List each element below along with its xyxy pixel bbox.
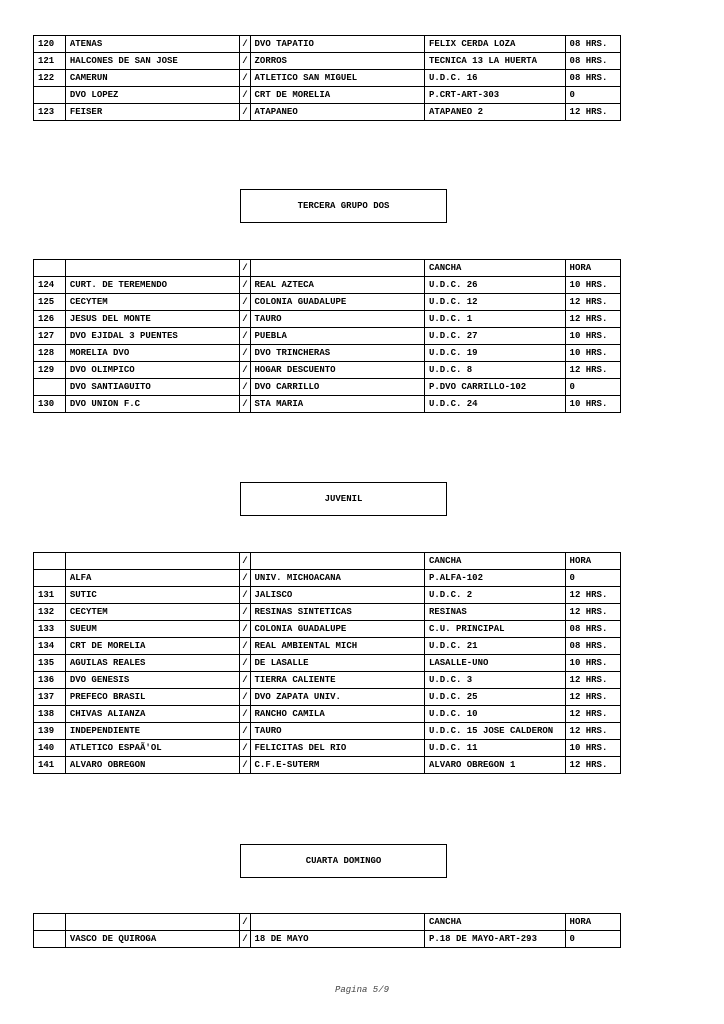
table-row — [34, 757, 621, 774]
home-team-cell — [65, 260, 239, 277]
time-cell: 12 HRS. — [565, 689, 620, 706]
versus-separator-cell: / — [240, 396, 250, 413]
table-row — [34, 655, 621, 672]
table-row — [34, 570, 621, 587]
away-team-cell: REAL AMBIENTAL MICH — [250, 638, 424, 655]
match-number-cell: 123 — [34, 104, 66, 121]
away-team-cell: DVO TAPATIO — [250, 36, 424, 53]
table-row — [34, 689, 621, 706]
home-team-cell: CURT. DE TEREMENDO — [65, 277, 239, 294]
away-team-cell: COLONIA GUADALUPE — [250, 294, 424, 311]
time-cell: 08 HRS. — [565, 53, 620, 70]
away-team-cell: TAURO — [250, 311, 424, 328]
match-number-cell: 125 — [34, 294, 66, 311]
field-cell: LASALLE-UNO — [424, 655, 565, 672]
home-team-cell: SUTIC — [65, 587, 239, 604]
field-cell: U.D.C. 27 — [424, 328, 565, 345]
field-cell: U.D.C. 10 — [424, 706, 565, 723]
table-row — [34, 723, 621, 740]
versus-separator-cell: / — [240, 362, 250, 379]
field-cell: P.CRT-ART-303 — [424, 87, 565, 104]
versus-separator-cell: / — [240, 53, 250, 70]
table-row — [34, 104, 621, 121]
field-cell: P.DVO CARRILLO-102 — [424, 379, 565, 396]
schedule-table — [33, 35, 621, 121]
match-number-cell: 132 — [34, 604, 66, 621]
home-team-cell: CRT DE MORELIA — [65, 638, 239, 655]
match-number-cell: 141 — [34, 757, 66, 774]
time-cell: 10 HRS. — [565, 655, 620, 672]
away-team-cell — [250, 553, 424, 570]
field-cell: P.ALFA-102 — [424, 570, 565, 587]
field-cell: U.D.C. 3 — [424, 672, 565, 689]
away-team-cell: PUEBLA — [250, 328, 424, 345]
field-cell: ALVARO OBREGON 1 — [424, 757, 565, 774]
match-number-cell: 124 — [34, 277, 66, 294]
versus-separator-cell: / — [240, 655, 250, 672]
time-cell: 08 HRS. — [565, 36, 620, 53]
match-number-cell: 130 — [34, 396, 66, 413]
time-cell: 12 HRS. — [565, 587, 620, 604]
page-number: Pagina 5/9 — [334, 985, 389, 995]
time-cell: 10 HRS. — [565, 277, 620, 294]
time-cell: HORA — [565, 260, 620, 277]
table-row — [34, 379, 621, 396]
home-team-cell: DVO OLIMPICO — [65, 362, 239, 379]
versus-separator-cell: / — [240, 260, 250, 277]
match-number-cell: 129 — [34, 362, 66, 379]
versus-separator-cell: / — [240, 553, 250, 570]
away-team-cell: TIERRA CALIENTE — [250, 672, 424, 689]
time-cell: 12 HRS. — [565, 723, 620, 740]
match-number-cell — [34, 87, 66, 104]
away-team-cell: ZORROS — [250, 53, 424, 70]
table-row — [34, 36, 621, 53]
field-cell: U.D.C. 2 — [424, 587, 565, 604]
match-number-cell: 122 — [34, 70, 66, 87]
home-team-cell: DVO SANTIAGUITO — [65, 379, 239, 396]
field-cell: TECNICA 13 LA HUERTA — [424, 53, 565, 70]
home-team-cell: HALCONES DE SAN JOSE — [65, 53, 239, 70]
home-team-cell: CAMERUN — [65, 70, 239, 87]
away-team-cell: DVO ZAPATA UNIV. — [250, 689, 424, 706]
time-cell: 08 HRS. — [565, 621, 620, 638]
field-cell: U.D.C. 12 — [424, 294, 565, 311]
time-cell: 0 — [565, 379, 620, 396]
home-team-cell: CECYTEM — [65, 604, 239, 621]
away-team-cell: FELICITAS DEL RIO — [250, 740, 424, 757]
time-cell: 12 HRS. — [565, 672, 620, 689]
time-cell: HORA — [565, 553, 620, 570]
versus-separator-cell: / — [240, 379, 250, 396]
versus-separator-cell: / — [240, 638, 250, 655]
field-cell: RESINAS — [424, 604, 565, 621]
table-row — [34, 706, 621, 723]
home-team-cell: AGUILAS REALES — [65, 655, 239, 672]
table-row — [34, 931, 621, 948]
match-number-cell — [34, 379, 66, 396]
away-team-cell: ATAPANEO — [250, 104, 424, 121]
versus-separator-cell: / — [240, 672, 250, 689]
table-header-row — [34, 914, 621, 931]
versus-separator-cell: / — [240, 621, 250, 638]
table-row — [34, 740, 621, 757]
versus-separator-cell: / — [240, 587, 250, 604]
match-number-cell: 138 — [34, 706, 66, 723]
away-team-cell — [250, 914, 424, 931]
home-team-cell: DVO EJIDAL 3 PUENTES — [65, 328, 239, 345]
away-team-cell: STA MARIA — [250, 396, 424, 413]
match-number-cell: 128 — [34, 345, 66, 362]
field-cell: ATAPANEO 2 — [424, 104, 565, 121]
field-cell: U.D.C. 19 — [424, 345, 565, 362]
table-row — [34, 621, 621, 638]
away-team-cell: RANCHO CAMILA — [250, 706, 424, 723]
home-team-cell: DVO UNION F.C — [65, 396, 239, 413]
match-number-cell: 126 — [34, 311, 66, 328]
table-row — [34, 362, 621, 379]
home-team-cell: DVO GENESIS — [65, 672, 239, 689]
match-number-cell: 140 — [34, 740, 66, 757]
versus-separator-cell: / — [240, 87, 250, 104]
match-number-cell: 131 — [34, 587, 66, 604]
time-cell: 08 HRS. — [565, 638, 620, 655]
versus-separator-cell: / — [240, 328, 250, 345]
time-cell: 12 HRS. — [565, 362, 620, 379]
table-row — [34, 345, 621, 362]
home-team-cell: JESUS DEL MONTE — [65, 311, 239, 328]
field-cell: U.D.C. 24 — [424, 396, 565, 413]
section-heading: CUARTA DOMINGO — [240, 844, 447, 878]
match-number-cell: 136 — [34, 672, 66, 689]
field-cell: U.D.C. 1 — [424, 311, 565, 328]
away-team-cell: ATLETICO SAN MIGUEL — [250, 70, 424, 87]
table-row — [34, 294, 621, 311]
table-row — [34, 672, 621, 689]
home-team-cell: PREFECO BRASIL — [65, 689, 239, 706]
match-number-cell: 137 — [34, 689, 66, 706]
field-cell: U.D.C. 25 — [424, 689, 565, 706]
table-row — [34, 587, 621, 604]
table-row — [34, 604, 621, 621]
time-cell: 10 HRS. — [565, 345, 620, 362]
field-cell: C.U. PRINCIPAL — [424, 621, 565, 638]
table-row — [34, 638, 621, 655]
table-row — [34, 396, 621, 413]
match-number-cell — [34, 260, 66, 277]
field-cell: U.D.C. 16 — [424, 70, 565, 87]
versus-separator-cell: / — [240, 277, 250, 294]
schedule-table — [33, 913, 621, 948]
time-cell: 10 HRS. — [565, 328, 620, 345]
versus-separator-cell: / — [240, 914, 250, 931]
away-team-cell: RESINAS SINTETICAS — [250, 604, 424, 621]
match-number-cell: 120 — [34, 36, 66, 53]
home-team-cell: CECYTEM — [65, 294, 239, 311]
versus-separator-cell: / — [240, 104, 250, 121]
match-number-cell: 135 — [34, 655, 66, 672]
versus-separator-cell: / — [240, 740, 250, 757]
home-team-cell: ALFA — [65, 570, 239, 587]
away-team-cell: JALISCO — [250, 587, 424, 604]
versus-separator-cell: / — [240, 706, 250, 723]
field-cell: FELIX CERDA LOZA — [424, 36, 565, 53]
home-team-cell: ATENAS — [65, 36, 239, 53]
away-team-cell: HOGAR DESCUENTO — [250, 362, 424, 379]
time-cell: 0 — [565, 87, 620, 104]
away-team-cell: COLONIA GUADALUPE — [250, 621, 424, 638]
versus-separator-cell: / — [240, 70, 250, 87]
versus-separator-cell: / — [240, 345, 250, 362]
away-team-cell: 18 DE MAYO — [250, 931, 424, 948]
home-team-cell: CHIVAS ALIANZA — [65, 706, 239, 723]
table-header-row — [34, 553, 621, 570]
home-team-cell: FEISER — [65, 104, 239, 121]
time-cell: 12 HRS. — [565, 294, 620, 311]
home-team-cell: DVO LOPEZ — [65, 87, 239, 104]
table-row — [34, 53, 621, 70]
section-heading: TERCERA GRUPO DOS — [240, 189, 447, 223]
time-cell: 10 HRS. — [565, 396, 620, 413]
away-team-cell: REAL AZTECA — [250, 277, 424, 294]
field-cell: U.D.C. 21 — [424, 638, 565, 655]
time-cell: 12 HRS. — [565, 604, 620, 621]
time-cell: 12 HRS. — [565, 757, 620, 774]
time-cell: 12 HRS. — [565, 104, 620, 121]
table-row — [34, 328, 621, 345]
versus-separator-cell: / — [240, 604, 250, 621]
home-team-cell: INDEPENDIENTE — [65, 723, 239, 740]
time-cell: 12 HRS. — [565, 706, 620, 723]
home-team-cell — [65, 914, 239, 931]
field-cell: U.D.C. 8 — [424, 362, 565, 379]
home-team-cell: ALVARO OBREGON — [65, 757, 239, 774]
away-team-cell — [250, 260, 424, 277]
versus-separator-cell: / — [240, 311, 250, 328]
field-cell: U.D.C. 11 — [424, 740, 565, 757]
away-team-cell: C.F.E-SUTERM — [250, 757, 424, 774]
home-team-cell: SUEUM — [65, 621, 239, 638]
field-cell: CANCHA — [424, 260, 565, 277]
away-team-cell: DVO TRINCHERAS — [250, 345, 424, 362]
versus-separator-cell: / — [240, 294, 250, 311]
versus-separator-cell: / — [240, 570, 250, 587]
time-cell: 10 HRS. — [565, 740, 620, 757]
time-cell: HORA — [565, 914, 620, 931]
versus-separator-cell: / — [240, 723, 250, 740]
versus-separator-cell: / — [240, 689, 250, 706]
match-number-cell: 121 — [34, 53, 66, 70]
match-number-cell: 139 — [34, 723, 66, 740]
table-row — [34, 277, 621, 294]
match-number-cell — [34, 570, 66, 587]
match-number-cell — [34, 914, 66, 931]
match-number-cell: 127 — [34, 328, 66, 345]
schedule-table — [33, 259, 621, 413]
away-team-cell: UNIV. MICHOACANA — [250, 570, 424, 587]
match-number-cell: 134 — [34, 638, 66, 655]
match-number-cell: 133 — [34, 621, 66, 638]
table-row — [34, 311, 621, 328]
time-cell: 0 — [565, 570, 620, 587]
home-team-cell: VASCO DE QUIROGA — [65, 931, 239, 948]
versus-separator-cell: / — [240, 931, 250, 948]
section-heading: JUVENIL — [240, 482, 447, 516]
home-team-cell: MORELIA DVO — [65, 345, 239, 362]
home-team-cell: ATLETICO ESPAÃ'OL — [65, 740, 239, 757]
time-cell: 12 HRS. — [565, 311, 620, 328]
match-number-cell — [34, 931, 66, 948]
away-team-cell: DVO CARRILLO — [250, 379, 424, 396]
home-team-cell — [65, 553, 239, 570]
field-cell: P.18 DE MAYO-ART-293 — [424, 931, 565, 948]
time-cell: 08 HRS. — [565, 70, 620, 87]
away-team-cell: TAURO — [250, 723, 424, 740]
versus-separator-cell: / — [240, 36, 250, 53]
field-cell: U.D.C. 26 — [424, 277, 565, 294]
away-team-cell: DE LASALLE — [250, 655, 424, 672]
table-row — [34, 70, 621, 87]
field-cell: CANCHA — [424, 914, 565, 931]
field-cell: CANCHA — [424, 553, 565, 570]
versus-separator-cell: / — [240, 757, 250, 774]
away-team-cell: CRT DE MORELIA — [250, 87, 424, 104]
match-number-cell — [34, 553, 66, 570]
schedule-table — [33, 552, 621, 774]
field-cell: U.D.C. 15 JOSE CALDERON — [424, 723, 565, 740]
table-header-row — [34, 260, 621, 277]
time-cell: 0 — [565, 931, 620, 948]
table-row — [34, 87, 621, 104]
